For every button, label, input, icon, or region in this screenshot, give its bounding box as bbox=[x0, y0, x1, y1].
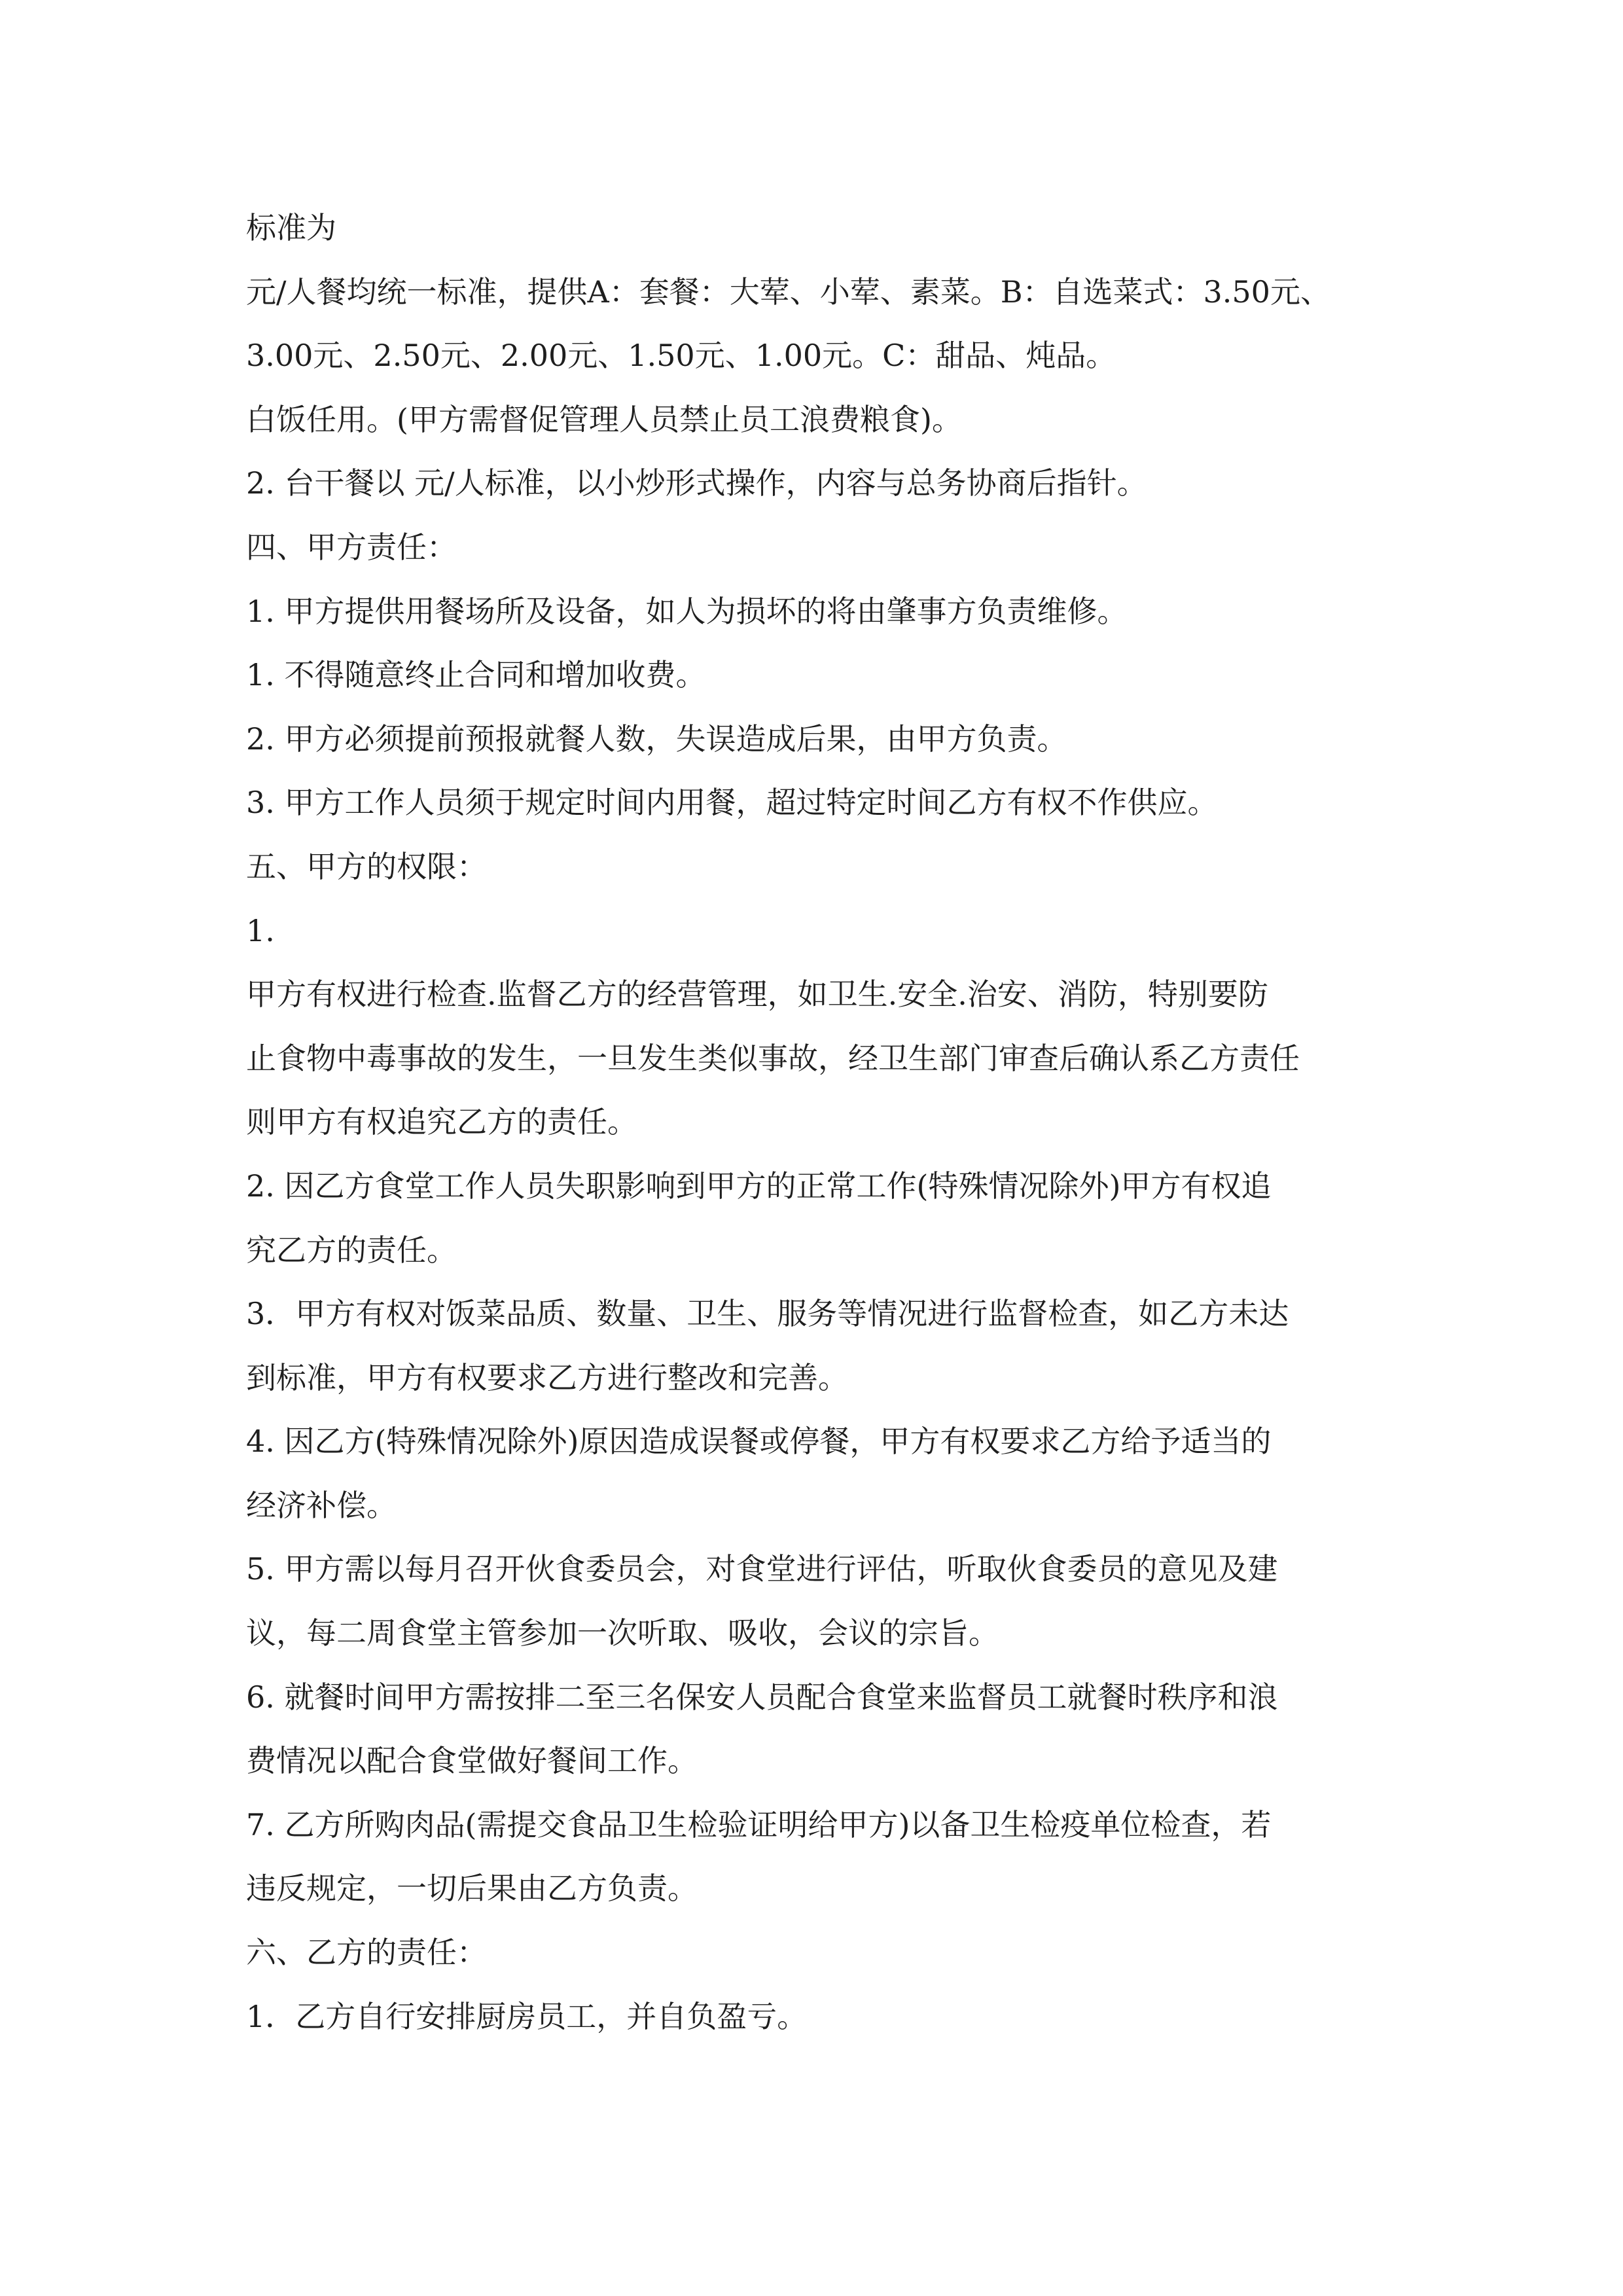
section-heading: 四、甲方责任： bbox=[246, 529, 457, 565]
document-body bbox=[246, 196, 1424, 2049]
text-line: 1. bbox=[246, 912, 275, 948]
text-line: 3.00元、2.50元、2.00元、1.50元、1.00元。C：甜品、炖品。 bbox=[246, 338, 1116, 374]
text-line: 5. 甲方需以每月召开伙食委员会，对食堂进行评估，听取伙食委员的意见及建 bbox=[246, 1551, 1278, 1587]
text-line: 止食物中毒事故的发生，一旦发生类似事故，经卫生部门审查后确认系乙方责任 bbox=[246, 1040, 1300, 1076]
text-line: 议，每二周食堂主管参加一次听取、吸收，会议的宗旨。 bbox=[246, 1615, 999, 1651]
text-line: 经济补偿。 bbox=[246, 1487, 397, 1523]
text-line: 白饭任用。(甲方需督促管理人员禁止员工浪费粮食)。 bbox=[246, 401, 962, 437]
text-line: 3．甲方有权对饭菜品质、数量、卫生、服务等情况进行监督检查，如乙方未达 bbox=[246, 1296, 1289, 1332]
text-line: 费情况以配合食堂做好餐间工作。 bbox=[246, 1743, 698, 1779]
text-line: 究乙方的责任。 bbox=[246, 1232, 457, 1268]
text-line: 元/人餐均统一标准，提供A：套餐：大荤、小荤、素菜。B：自选菜式：3.50元、 bbox=[246, 274, 1330, 310]
text-line: 3. 甲方工作人员须于规定时间内用餐，超过特定时间乙方有权不作供应。 bbox=[246, 785, 1218, 821]
text-line: 7. 乙方所购肉品(需提交食品卫生检验证明给甲方)以备卫生检疫单位检查，若 bbox=[246, 1806, 1272, 1842]
text-line: 6. 就餐时间甲方需按排二至三名保安人员配合食堂来监督员工就餐时秩序和浪 bbox=[246, 1679, 1278, 1715]
text-line: 标准为 bbox=[246, 210, 336, 245]
text-line: 1. 不得随意终止合同和增加收费。 bbox=[246, 657, 706, 693]
text-line: 到标准，甲方有权要求乙方进行整改和完善。 bbox=[246, 1359, 848, 1395]
text-line: 2. 甲方必须提前预报就餐人数，失误造成后果，由甲方负责。 bbox=[246, 721, 1067, 757]
text-line: 1．乙方自行安排厨房员工，并自负盈亏。 bbox=[246, 1998, 808, 2034]
text-line: 4. 因乙方(特殊情况除外)原因造成误餐或停餐，甲方有权要求乙方给予适当的 bbox=[246, 1424, 1272, 1460]
section-heading: 五、甲方的权限： bbox=[246, 848, 487, 884]
text-line: 则甲方有权追究乙方的责任。 bbox=[246, 1104, 637, 1140]
text-line: 2. 因乙方食堂工作人员失职影响到甲方的正常工作(特殊情况除外)甲方有权追 bbox=[246, 1168, 1272, 1204]
text-line: 1. 甲方提供用餐场所及设备，如人为损坏的将由肇事方负责维修。 bbox=[246, 593, 1128, 629]
text-line: 违反规定，一切后果由乙方负责。 bbox=[246, 1871, 698, 1907]
section-heading: 六、乙方的责任： bbox=[246, 1935, 487, 1971]
text-line: 2. 台干餐以 元/人标准，以小炒形式操作，内容与总务协商后指针。 bbox=[246, 465, 1147, 501]
text-line: 甲方有权进行检查.监督乙方的经营管理，如卫生.安全.治安、消防，特别要防 bbox=[246, 977, 1268, 1013]
